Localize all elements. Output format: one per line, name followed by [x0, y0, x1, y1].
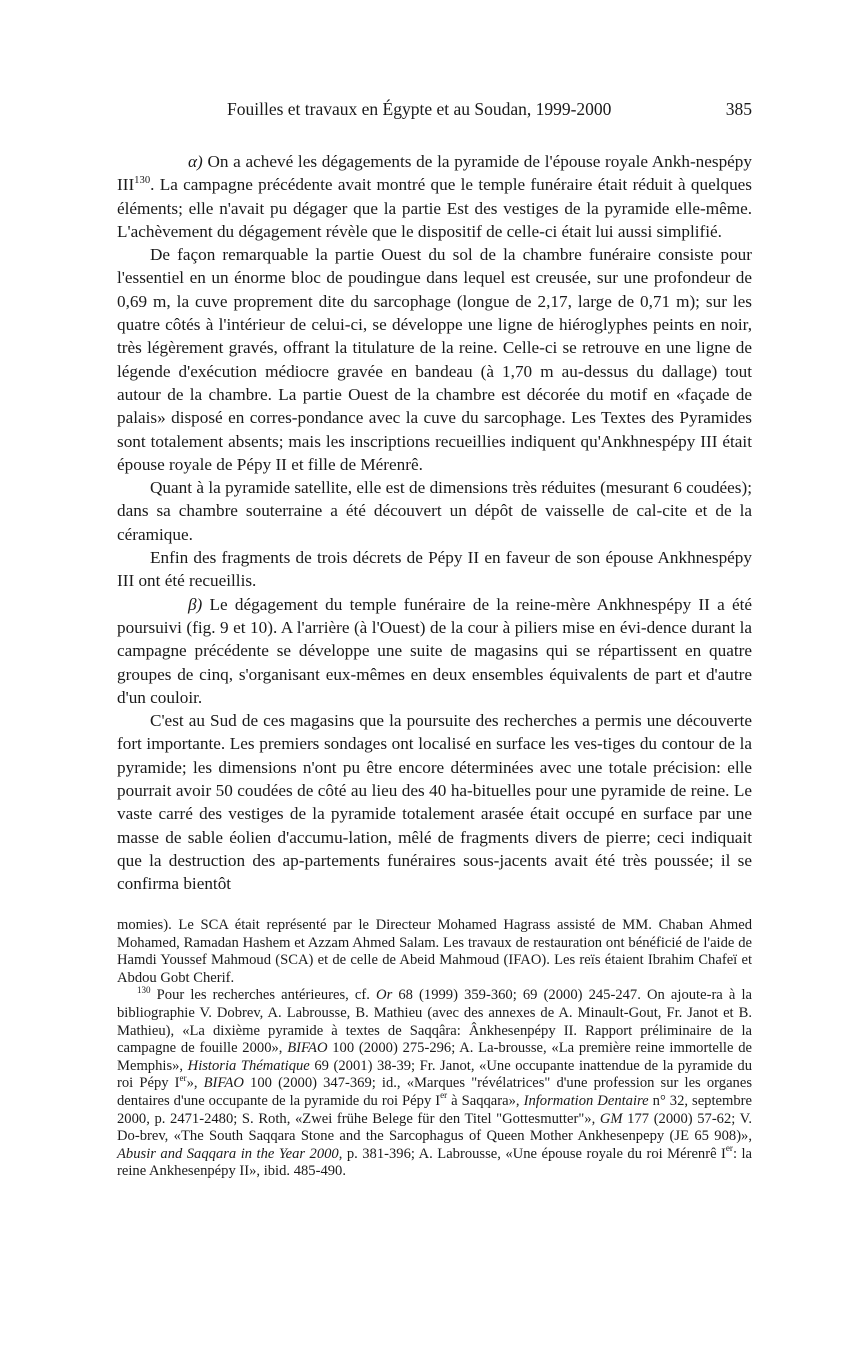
footnote-text: : la reine Ankhesenpépy II», ibid. 485-490. [117, 1145, 752, 1180]
journal-title: Information Dentaire [523, 1092, 649, 1109]
footnote-text: 177 (2000) 57-62; V. Do-brev, «The South Saqqara Stone and the Sarcophagus of Queen Mother Ankhesenpepy (JE 65 908)», [117, 1110, 752, 1145]
header-title: Fouilles et travaux en Égypte et au Soudan, 1999-2000 [227, 99, 612, 119]
footnote-text: n° 32, septembre 2000, p. 2471-2480; S. Roth, «Zwei frühe Belege für den Titel "Gottesmutter"», [117, 1092, 752, 1127]
footnote-text: 69 (2001) 38-39; Fr. Janot, «Une occupante inattendue de la pyramide du roi Pépy I [117, 1057, 753, 1092]
footnote-ref-130: 130 [134, 174, 151, 186]
journal-title: Or [376, 987, 393, 1004]
footnote-text: , p. 381-396; A. Labrousse, «Une épouse royale du roi Mérenrê I [338, 1145, 726, 1162]
footnote-text: 100 (2000) 275-296; A. La-brousse, «La première reine immortelle de Memphis», [117, 1040, 752, 1074]
footnotes [117, 917, 752, 1181]
paragraph-text: Le dégagement du temple funéraire de la reine-mère Ankhnespépy II a été poursuivi (fig. 9 et 10). A l'arrière (à l'Ouest) de la cour à piliers mise en évi-dence durant la campagne précédente se développe une suite de magasins qui se répartissent en quatre groupes de cinq, s'organisant eux-mêmes en deux ensembles équivalents de part et d'autre d'un couloir. [117, 594, 752, 707]
journal-title: Historia Thématique [187, 1057, 310, 1074]
footnote-text: 100 (2000) 347-369; id., «Marques "révélatrices" d'une profession sur les organes dentaires d'une occupante de la pyramide du roi Pépy I [117, 1075, 752, 1109]
footnote-130 [117, 984, 753, 1181]
paragraph-text: . La campagne précédente avait montré que le temple funéraire était réduit à quelques éléments; elle n'avait pu dégager que la partie Est des vestiges de la pyramide elle-même. L'achèvement du dégagement révèle que le dispositif de celle-ci était lui aussi simplifié. [117, 175, 752, 241]
footnote-text: Pour les recherches antérieures, cf. [150, 987, 377, 1004]
paragraph-satellite-pyramid: Quant à la pyramide satellite, elle est de dimensions très réduites (mesurant 6 coudées); dans sa chambre souterraine a été découvert un dépôt de vaisselle de cal-cite et de la céramique. [117, 478, 752, 544]
footnote-text: 68 (1999) 359-360; 69 (2000) 245-247. On ajoute-ra à la bibliographie V. Dobrev, A. Labrousse, B. Mathieu (avec des annexes de A. Minault-Gout, Fr. Janot et B. Mathieu), «La dixième pyramide à textes de Saqqâra: Ânkhesenpépy II. Rapport préliminaire de la campagne de fouille 2000», [117, 987, 753, 1057]
superscript: er [725, 1142, 733, 1153]
paragraph-text: On a achevé les dégagements de la pyramide de l'épouse royale Ankh-nespépy III [117, 152, 752, 195]
superscript: er [440, 1090, 448, 1101]
paragraph-decrees: Enfin des fragments de trois décrets de Pépy II en faveur de son épouse Ankhnespépy III ont été recueillis. [117, 548, 752, 591]
book-title: Abusir and Saqqara in the Year 2000 [117, 1145, 339, 1162]
journal-title: BIFAO [287, 1040, 328, 1057]
paragraph-alpha [117, 150, 752, 243]
footnote-continuation: momies). Le SCA était représenté par le Directeur Mohamed Hagrass assisté de MM. Chaban Ahmed Mohamed, Ramadan Hashem et Azzam Ahmed Salam. Les travaux de restauration ont bénéficié de l'aide de Hamdi Youssef Mahmoud (SCA) et de celle de Abeid Mahmoud (IFAO). Les reïs étaient Ibrahim Chafeï et Abdou Gobt Cherif. [117, 917, 752, 986]
running-header [227, 99, 752, 121]
journal-title: GM [599, 1110, 623, 1127]
superscript: er [179, 1072, 187, 1083]
paragraph-beta [117, 593, 752, 709]
beta-marker: β) [188, 594, 203, 614]
alpha-marker: α) [188, 152, 203, 171]
paragraph-discovery: C'est au Sud de ces magasins que la poursuite des recherches a permis une découverte fort importante. Les premiers sondages ont localisé en surface les ves-tiges du contour de la pyramide; les dimensions n'ont pu être encore déterminées avec une totale précision: elle pourrait avoir 50 coudées de côté au lieu des 40 ha-bituelles pour une pyramide de reine. Le vaste carré des vestiges de la pyramide totalement arasée était occupé en surface par une masse de sable éolien d'accumu-lation, mêlé de fragments divers de pierre; ceci indiquait que la destruction des ap-partements funéraires sous-jacents avait été très poussée; il se confirma bientôt [117, 711, 752, 894]
footnote-text: à Saqqara», [447, 1092, 524, 1109]
journal-title: BIFAO [203, 1075, 244, 1092]
paragraph-burial-chamber: De façon remarquable la partie Ouest du sol de la chambre funéraire consiste pour l'essentiel en un énorme bloc de poudingue dans lequel est creusée, sur une profondeur de 0,69 m, la cuve proprement dite du sarcophage (longue de 2,17, large de 0,71 m); sur les quatre côtés à l'intérieur de celui-ci, se développe une ligne de hiéroglyphes peints en noir, très légèrement gravés, offrant la titulature de la reine. Celle-ci se retrouve en une ligne de légende d'exécution médiocre gravée en bandeau (à 1,70 m au-dessus du dallage) tout autour de la chambre. La partie Ouest de la chambre est décorée du motif en «façade de palais» disposé en corres-pondance avec la cuve du sarcophage. Les Textes des Pyramides sont totalement absents; mais les inscriptions recueillies indiquent qu'Ankhnespépy III était épouse royale de Pépy II et fille de Mérenrê. [117, 245, 752, 474]
page-number: 385 [725, 99, 752, 119]
footnote-text: », [186, 1075, 204, 1092]
footnote-number: 130 [137, 984, 151, 995]
main-text [117, 150, 752, 896]
